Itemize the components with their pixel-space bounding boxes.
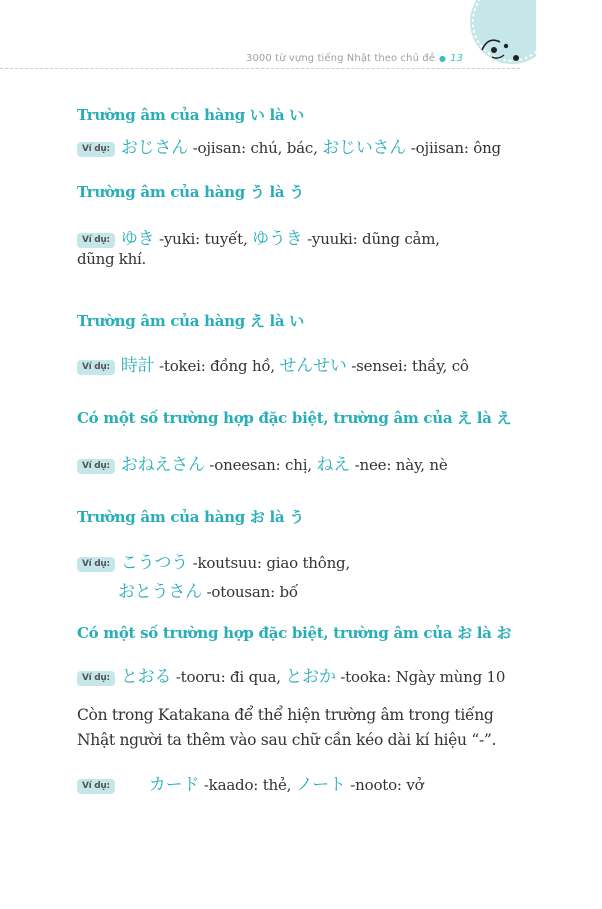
example-badge: Ví dụ: bbox=[77, 142, 115, 157]
japanese-word: カード bbox=[148, 775, 200, 795]
section-heading: Trường âm của hàng お là う bbox=[77, 508, 304, 526]
example-gloss: -nooto: vở bbox=[345, 776, 424, 794]
japanese-word: ねえ bbox=[316, 455, 351, 475]
example-line bbox=[77, 770, 423, 795]
japanese-word: こうつう bbox=[120, 553, 189, 573]
section-heading: Trường âm của hàng え là い bbox=[77, 312, 304, 330]
example-badge: Ví dụ: bbox=[77, 360, 115, 375]
example-line bbox=[77, 662, 505, 687]
example-gloss: -oneesan: chị, bbox=[204, 456, 317, 474]
example-gloss: -otousan: bố bbox=[202, 583, 298, 601]
japanese-word: ゆき bbox=[120, 229, 155, 249]
japanese-word: とおか bbox=[285, 667, 336, 687]
japanese-word: 時計 bbox=[120, 356, 155, 376]
example-badge: Ví dụ: bbox=[77, 671, 115, 686]
japanese-word: おじいさん bbox=[322, 138, 407, 158]
section-heading: Có một số trường hợp đặc biệt, trường âm của え là え bbox=[77, 409, 512, 427]
example-line bbox=[118, 577, 298, 602]
example-badge: Ví dụ: bbox=[77, 557, 115, 572]
section-heading: Có một số trường hợp đặc biệt, trường âm của お là お bbox=[77, 624, 512, 642]
example-line bbox=[77, 224, 440, 249]
japanese-word: せんせい bbox=[279, 356, 347, 376]
example-gloss: -kaado: thẻ, bbox=[199, 776, 296, 794]
example-gloss: -tooru: đi qua, bbox=[171, 668, 286, 686]
example-gloss: -sensei: thầy, cô bbox=[346, 357, 469, 375]
example-gloss: -koutsuu: giao thông, bbox=[188, 554, 351, 572]
katakana-note-line-1: Còn trong Katakana để thể hiện trường âm trong tiếng bbox=[77, 706, 494, 724]
japanese-word: おねえさん bbox=[120, 455, 205, 475]
example-gloss: -yuuki: dũng cảm, bbox=[302, 230, 440, 248]
japanese-word: おじさん bbox=[120, 138, 189, 158]
example-badge: Ví dụ: bbox=[77, 233, 115, 248]
book-title: 3000 từ vựng tiếng Nhật theo chủ đề bbox=[246, 53, 436, 64]
japanese-word: ゆうき bbox=[252, 229, 303, 249]
example-line bbox=[77, 450, 448, 475]
example-gloss: -nee: này, nè bbox=[350, 456, 448, 474]
cartoon-face-icon bbox=[470, 0, 536, 66]
japanese-word: とおる bbox=[120, 667, 172, 687]
page-number: 13 bbox=[450, 53, 464, 64]
katakana-note-line-2: Nhật người ta thêm vào sau chữ cần kéo dài kí hiệu “-”. bbox=[77, 731, 497, 749]
running-header bbox=[246, 53, 463, 64]
example-line bbox=[77, 351, 469, 376]
example-badge: Ví dụ: bbox=[77, 779, 115, 794]
bullet-dot-icon: ● bbox=[439, 54, 447, 63]
japanese-word: おとうさん bbox=[118, 582, 202, 602]
section-heading: Trường âm của hàng う là う bbox=[77, 183, 304, 201]
example-gloss: -ojisan: chú, bác, bbox=[188, 139, 323, 157]
example-gloss: -ojiisan: ông bbox=[406, 139, 501, 157]
example-gloss: -tooka: Ngày mùng 10 bbox=[335, 668, 506, 686]
example-gloss: -yuki: tuyết, bbox=[154, 230, 253, 248]
example-gloss: -tokei: đồng hồ, bbox=[154, 357, 280, 375]
japanese-word: ノート bbox=[295, 775, 346, 795]
header-divider bbox=[0, 68, 520, 69]
example-line bbox=[77, 133, 501, 158]
example-line bbox=[77, 548, 350, 573]
example-continuation: dũng khí. bbox=[77, 250, 146, 268]
section-heading: Trường âm của hàng い là い bbox=[77, 106, 304, 124]
example-badge: Ví dụ: bbox=[77, 459, 115, 474]
